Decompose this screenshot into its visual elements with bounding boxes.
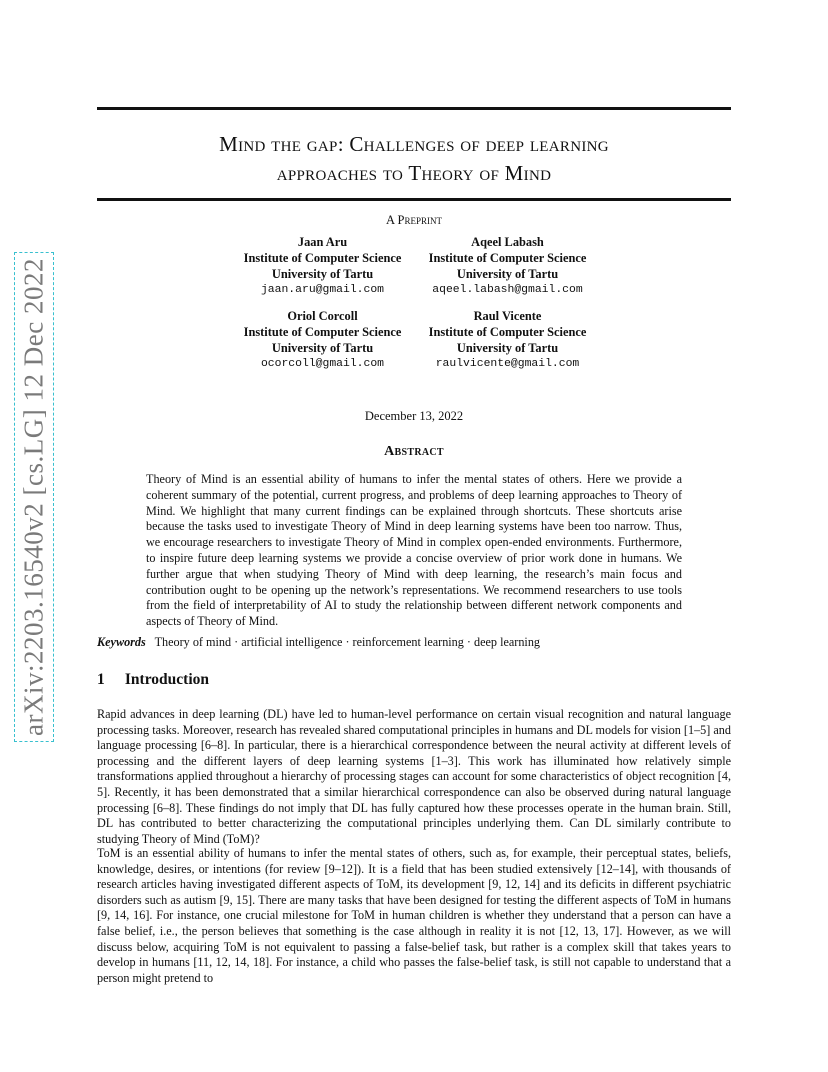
preprint-label: A Preprint <box>386 213 442 227</box>
author-name: Jaan Aru <box>297 235 348 249</box>
author-institute: Institute of Computer Science <box>428 251 587 265</box>
author-institute: Institute of Computer Science <box>428 325 587 339</box>
author-name: Raul Vicente <box>473 309 542 323</box>
arxiv-sidebar-stamp <box>14 252 54 742</box>
body-paragraph: Rapid advances in deep learning (DL) have led to human-level performance on certain visual recognition and natural language processing tasks. Moreover, research has revealed shared computational principles in humans and DL models for vision [1–5] and language processing [6–8]. In particular, there is a hierarchical correspondence between the neural activity at different levels of processing and the different layers of deep learning systems [1–3]. This work has illuminated how relatively simple transformations applied throughout a hierarchy of processing stages can account for some characteristics of object recognition [4, 5]. Recently, it has been demonstrated that a similar hierarchical correspondence can also be observed during natural language processing [6–8]. These findings do not imply that DL has fully captured how these processes operate in the human brain. Still, DL has contributed to better characterizing the computational principles underlying them. Can DL similarly contribute to studying Theory of Mind (ToM)? <box>97 707 731 846</box>
body-paragraph: ToM is an essential ability of humans to infer the mental states of others, such as, for example, their perceptual states, beliefs, knowledge, desires, or intentions (for review [9–12]). It is a field that has been studied extensively [12–14], with thousands of research articles having investigated different aspects of ToM, its development [9, 12, 14] and its deficits in different psychiatric disorders such as autism [9, 15]. There are many tasks that have been designed for testing the different aspects of ToM in humans [9, 14, 16]. For instance, one crucial milestone for ToM in human children is whether they understand that a person can have a false belief, i.e., the person believes that something is the case although in reality it is not [12, 13, 17]. However, as we will discuss below, acquiring ToM is not equivalent to passing a false-belief task, but rather is a complex skill that takes years to develop in humans [11, 12, 14, 18]. For instance, a child who passes the false-belief task, is still not capable to understand that a person might pretend to <box>97 846 731 985</box>
author-university: University of Tartu <box>456 267 559 281</box>
author-card <box>415 234 600 298</box>
author-name: Oriol Corcoll <box>287 309 358 323</box>
author-card <box>415 308 600 372</box>
abstract-heading: Abstract <box>384 444 444 459</box>
publication-date: December 13, 2022 <box>364 409 464 423</box>
section-heading-introduction <box>97 671 209 689</box>
author-institute: Institute of Computer Science <box>243 325 402 339</box>
author-email[interactable]: aqeel.labash@gmail.com <box>432 284 583 296</box>
author-card <box>230 234 415 298</box>
author-university: University of Tartu <box>271 341 374 355</box>
author-university: University of Tartu <box>456 341 559 355</box>
author-name: Aqeel Labash <box>471 235 544 249</box>
author-institute: Institute of Computer Science <box>243 251 402 265</box>
author-email[interactable]: raulvicente@gmail.com <box>435 358 580 370</box>
keywords-label: Keywords <box>97 635 146 649</box>
author-email[interactable]: ocorcoll@gmail.com <box>260 358 385 370</box>
author-block <box>230 234 600 372</box>
keywords-text: Theory of mind · artificial intelligence · reinforcement learning · deep learning <box>154 635 541 649</box>
paper-title-line-1: Mind the gap: Challenges of deep learning <box>219 132 609 156</box>
paper-title <box>97 130 731 188</box>
author-email[interactable]: jaan.aru@gmail.com <box>260 284 385 296</box>
title-bottom-rule <box>97 198 731 201</box>
author-card <box>230 308 415 372</box>
abstract-body: Theory of Mind is an essential ability of humans to infer the mental states of others. Here we provide a coherent summary of the potential, current progress, and problems of deep learning approaches to Theory of Mind. We highlight that many current findings can be explained through shortcuts. These shortcuts arise because the tasks used to investigate Theory of Mind in deep learning systems have been too narrow. Thus, we encourage researchers to investigate Theory of Mind in complex open-ended environments. Furthermore, to inspire future deep learning systems we provide a concise overview of prior work done in humans. We further argue that when studying Theory of Mind with deep learning, the research’s main focus and contribution ought to be opening up the network’s representations. We recommend researchers to use tools from the field of interpretability of AI to study the relationship between different network components and aspects of Theory of Mind. <box>146 472 682 629</box>
section-title: Introduction <box>124 671 209 688</box>
section-number: 1 <box>97 671 105 688</box>
author-university: University of Tartu <box>271 267 374 281</box>
paper-title-line-2: approaches to Theory of Mind <box>276 161 552 185</box>
title-top-rule <box>97 107 731 110</box>
keywords-line <box>97 635 731 650</box>
arxiv-identifier: arXiv:2203.16540v2 [cs.LG] 12 Dec 2022 <box>18 258 49 736</box>
